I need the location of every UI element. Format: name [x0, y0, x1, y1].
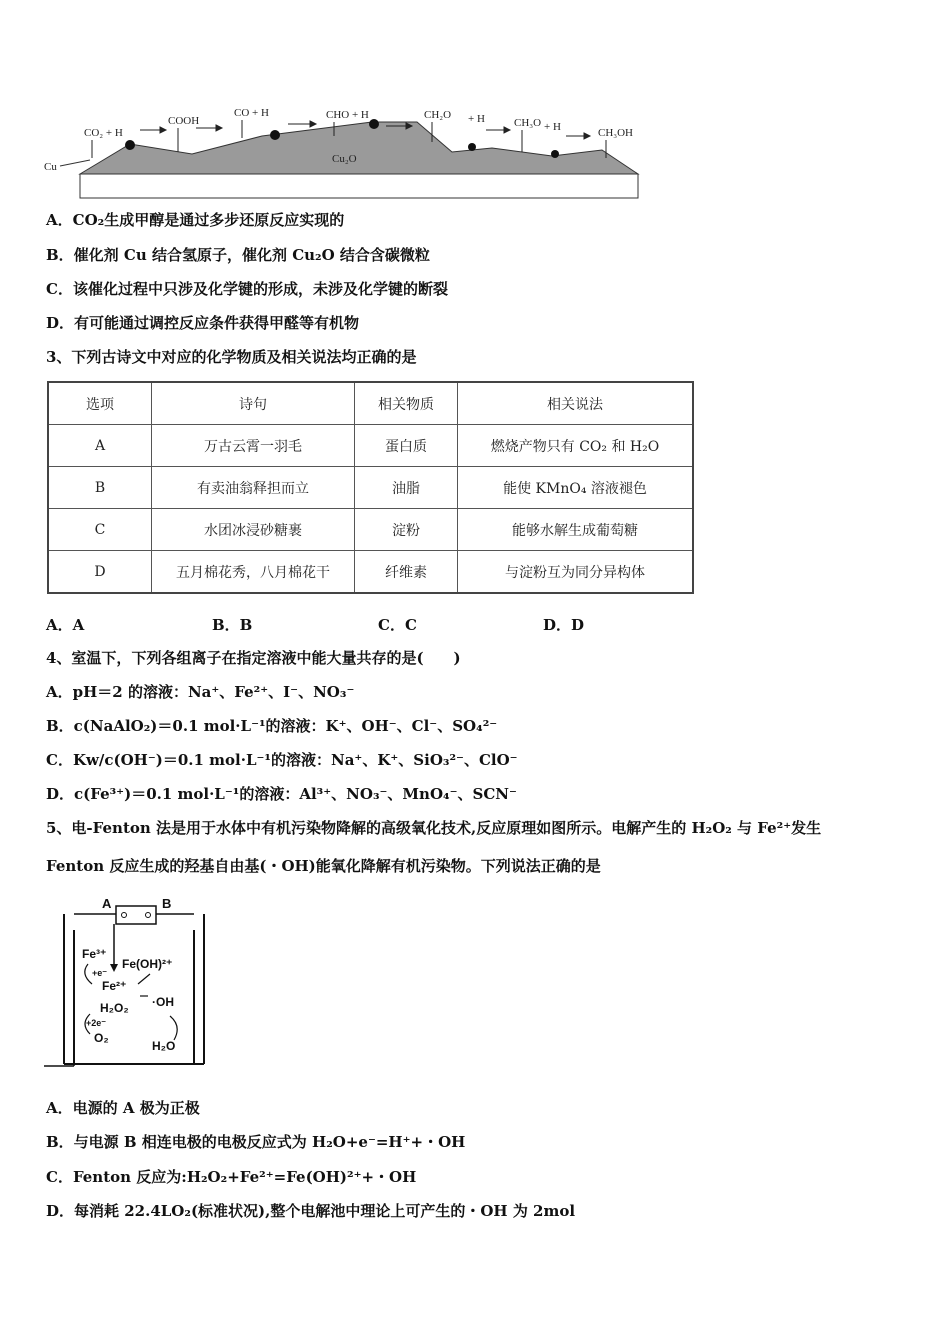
step-label: CH₃OH — [598, 127, 634, 139]
electrode-label-a: A — [102, 896, 112, 911]
q5-option-d: D．每消耗 22.4LO₂(标准状况),整个电解池中理论上可产生的・OH 为 2mol — [46, 1202, 576, 1220]
step-label: CO + H — [234, 107, 269, 119]
substrate-base — [80, 174, 638, 198]
table-cell: 与淀粉互为同分异构体 — [458, 551, 694, 594]
q2-option-c: C．该催化过程中只涉及化学键的形成，未涉及化学键的断裂 — [46, 280, 448, 298]
table-cell: 淀粉 — [355, 509, 458, 551]
q5-option-a: A．电源的 A 极为正极 — [46, 1099, 200, 1117]
q3-stem: 3、下列古诗文中对应的化学物质及相关说法均正确的是 — [46, 348, 417, 366]
table-cell: 水团冰浸砂糖裹 — [152, 509, 355, 551]
electron-label: +e⁻ — [92, 968, 108, 978]
step-label: COOH — [168, 115, 200, 127]
q5-stem-line2: Fenton 反应生成的羟基自由基(・OH)能氧化降解有机污染物。下列说法正确的是 — [46, 857, 601, 875]
table-cell: 油脂 — [355, 467, 458, 509]
table-header: 选项 — [48, 382, 152, 425]
table-cell: 纤维素 — [355, 551, 458, 594]
q2-option-b: B．催化剂 Cu 结合氢原子，催化剂 Cu₂O 结合含碳微粒 — [46, 246, 430, 264]
table-header: 相关物质 — [355, 382, 458, 425]
fe2-label: Fe²⁺ — [102, 979, 127, 993]
q2-option-d: D．有可能通过调控反应条件获得甲醛等有机物 — [46, 314, 360, 332]
table-cell: 能够水解生成葡萄糖 — [458, 509, 694, 551]
electron-label-2: +2e⁻ — [86, 1018, 107, 1028]
cu-label: Cu — [44, 161, 57, 173]
feoh-label: Fe(OH)²⁺ — [122, 957, 173, 971]
table-cell: 五月棉花秀，八月棉花干 — [152, 551, 355, 594]
table-cell: 有卖油翁释担而立 — [152, 467, 355, 509]
q3-option-b: B．B — [212, 616, 253, 634]
table-row — [48, 467, 693, 509]
q4-stem: 4、室温下，下列各组离子在指定溶液中能大量共存的是( ) — [46, 649, 461, 667]
catalysis-surface-diagram — [42, 96, 642, 200]
table-cell: B — [48, 467, 152, 509]
fe3-label: Fe³⁺ — [82, 947, 107, 961]
q4-option-d: D．c(Fe³⁺)＝0.1 mol·L⁻¹的溶液：Al³⁺、NO₃⁻、MnO₄⁻、SCN⁻ — [46, 785, 517, 803]
electrolysis-cell-diagram — [44, 894, 214, 1078]
table-cell: D — [48, 551, 152, 594]
table-cell: 能使 KMnO₄ 溶液褪色 — [458, 467, 694, 509]
table-row — [48, 551, 693, 594]
table-cell: 燃烧产物只有 CO₂ 和 H₂O — [458, 425, 694, 467]
table-cell: 万古云霄一羽毛 — [152, 425, 355, 467]
h-atom-dot — [551, 150, 559, 158]
table-cell: A — [48, 425, 152, 467]
step-label: CH₃O — [514, 117, 542, 129]
h-atom-dot — [270, 130, 280, 140]
h-atom-dot — [125, 140, 135, 150]
hydroxyl-label: ·OH — [152, 995, 174, 1009]
q3-option-a: A．A — [46, 616, 85, 634]
table-row — [48, 509, 693, 551]
table-header-row — [48, 382, 693, 425]
step-label: + H — [468, 113, 485, 125]
table-header: 诗句 — [152, 382, 355, 425]
q3-table — [47, 381, 694, 594]
q3-option-d: D．D — [543, 616, 585, 634]
q4-option-a: A．pH＝2 的溶液：Na⁺、Fe²⁺、I⁻、NO₃⁻ — [46, 683, 355, 701]
table-cell: C — [48, 509, 152, 551]
step-label: CO₂ + H — [84, 127, 123, 139]
h2o2-label: H₂O₂ — [100, 1001, 129, 1015]
table-header: 相关说法 — [458, 382, 694, 425]
step-label: CH₂O — [424, 109, 452, 121]
q5-option-b: B．与电源 B 相连电极的电极反应式为 H₂O+e⁻=H⁺+・OH — [46, 1133, 466, 1151]
q4-option-b: B．c(NaAlO₂)＝0.1 mol·L⁻¹的溶液：K⁺、OH⁻、Cl⁻、SO₄²⁻ — [46, 717, 498, 735]
q5-stem-line1: 5、电-Fenton 法是用于水体中有机污染物降解的高级氧化技术,反应原理如图所示。电解产生的 H₂O₂ 与 Fe²⁺发生 — [46, 819, 822, 837]
electrode-label-b: B — [162, 896, 172, 911]
q3-option-c: C．C — [378, 616, 417, 634]
h-atom-dot — [468, 143, 476, 151]
o2-label: O₂ — [94, 1031, 109, 1045]
q2-option-a: A．CO₂生成甲醇是通过多步还原反应实现的 — [46, 211, 345, 229]
q5-option-c: C．Fenton 反应为:H₂O₂+Fe²⁺=Fe(OH)²⁺+・OH — [46, 1168, 417, 1186]
step-label: + H — [544, 121, 561, 133]
cu2o-label: Cu₂O — [332, 153, 357, 165]
h-atom-dot — [369, 119, 379, 129]
table-row — [48, 425, 693, 467]
water-label: H₂O — [152, 1039, 176, 1053]
q4-option-c: C．Kw/c(OH⁻)＝0.1 mol·L⁻¹的溶液：Na⁺、K⁺、SiO₃²⁻、ClO⁻ — [46, 751, 518, 769]
table-cell: 蛋白质 — [355, 425, 458, 467]
step-label: CHO + H — [326, 109, 369, 121]
